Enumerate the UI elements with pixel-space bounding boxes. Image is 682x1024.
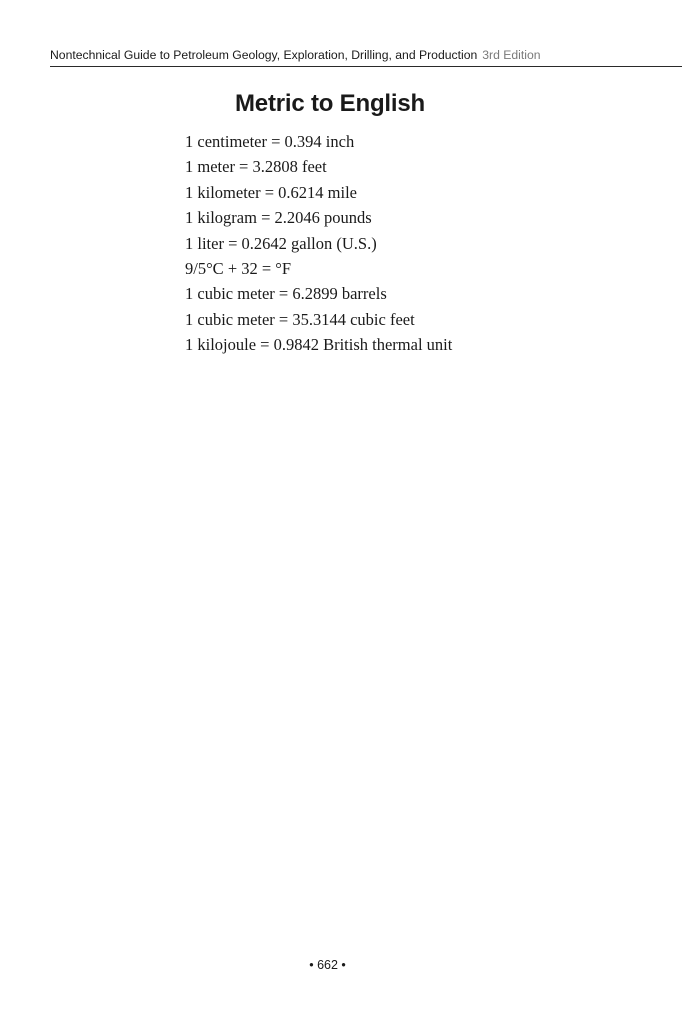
conversion-list (185, 129, 452, 358)
conversion-item-temperature: 9/5°C + 32 = °F (185, 258, 292, 278)
conversion-item-cubic-meter-barrels: 1 cubic meter = 6.2899 barrels (185, 284, 387, 304)
conversion-item-liter: 1 liter = 0.2642 gallon (U.S.) (185, 233, 377, 253)
conversion-item-kilojoule: 1 kilojoule = 0.9842 British thermal unit (185, 335, 453, 355)
conversion-item-meter: 1 meter = 3.2808 feet (185, 157, 327, 177)
edition-label: 3rd Edition (482, 48, 541, 62)
conversion-item-kilometer: 1 kilometer = 0.6214 mile (185, 182, 357, 202)
conversion-item-centimeter: 1 centimeter = 0.394 inch (185, 132, 355, 151)
running-header (50, 46, 682, 67)
page-number: • 662 • (309, 958, 346, 972)
book-title: Nontechnical Guide to Petroleum Geology, Exploration, Drilling, and Production (50, 48, 478, 62)
conversion-item-cubic-meter-feet: 1 cubic meter = 35.3144 cubic feet (185, 309, 415, 329)
conversion-item-kilogram: 1 kilogram = 2.2046 pounds (185, 208, 372, 228)
section-title: Metric to English (235, 90, 425, 117)
